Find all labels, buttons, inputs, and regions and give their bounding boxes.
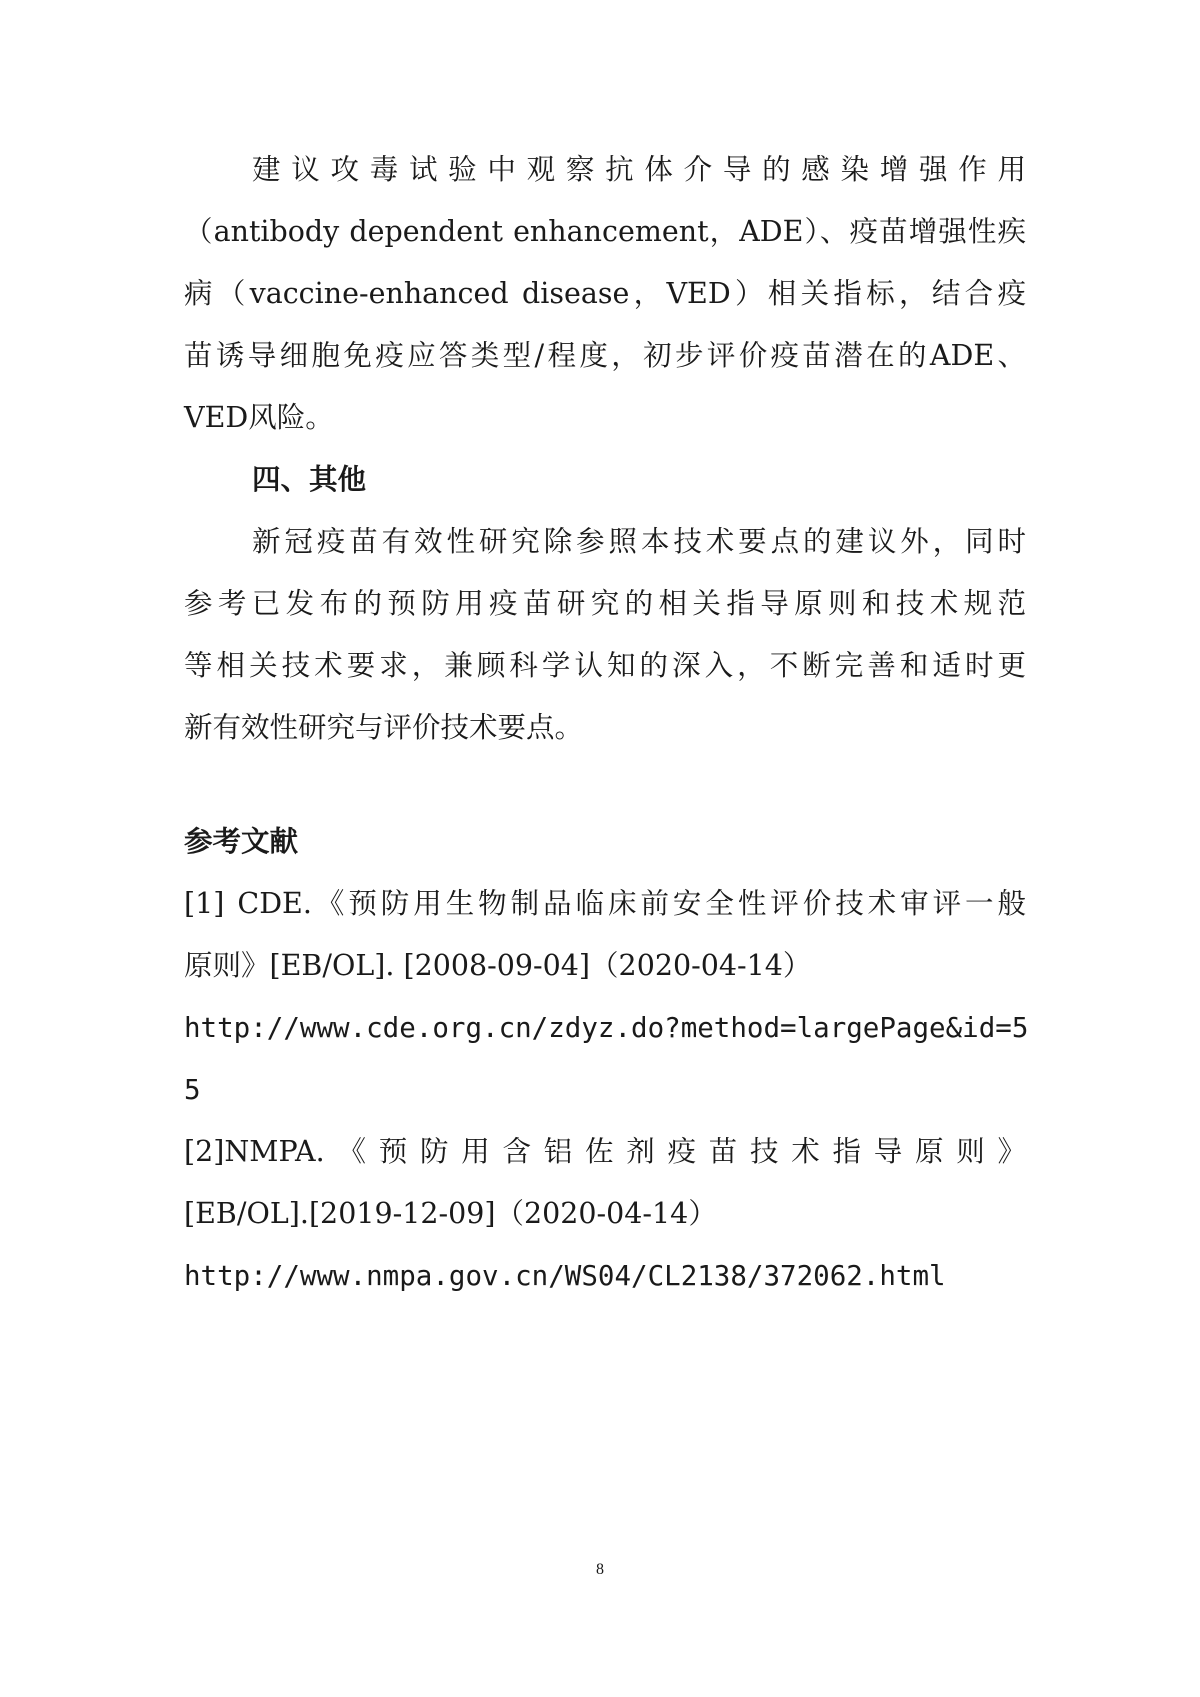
section-heading: 四、其他 (252, 463, 367, 496)
paragraph-line: 苗诱导细胞免疫应答类型/程度，初步评价疫苗潜在的ADE、 (184, 339, 1026, 372)
paragraph-line: 病（vaccine-enhanced disease，VED）相关指标，结合疫 (184, 277, 1026, 310)
reference-line: [1] CDE.《预防用生物制品临床前安全性评价技术审评一般 (184, 887, 1026, 920)
reference-line: [EB/OL].[2019-12-09]（2020-04-14） (184, 1197, 717, 1230)
paragraph-line: 建议攻毒试验中观察抗体介导的感染增强作用 (252, 153, 1026, 186)
paragraph-line: 新冠疫苗有效性研究除参照本技术要点的建议外，同时 (252, 525, 1026, 558)
paragraph-line: 参考已发布的预防用疫苗研究的相关指导原则和技术规范 (184, 587, 1026, 620)
reference-line: 5 (184, 1074, 201, 1106)
references-heading: 参考文献 (184, 825, 299, 858)
paragraph-line: 新有效性研究与评价技术要点。 (184, 711, 584, 744)
paragraph-line: VED风险。 (184, 401, 334, 434)
reference-line: [2]NMPA.《预防用含铝佐剂疫苗技术指导原则》 (184, 1135, 1026, 1168)
reference-url: http://www.nmpa.gov.cn/WS04/CL2138/372062.html (184, 1260, 946, 1292)
reference-url: http://www.cde.org.cn/zdyz.do?method=largePage&id=5 (184, 1012, 1029, 1044)
reference-line: 原则》[EB/OL]. [2008-09-04]（2020-04-14） (184, 949, 812, 982)
paragraph-line: 等相关技术要求，兼顾科学认知的深入，不断完善和适时更 (184, 649, 1026, 682)
paragraph-line: （antibody dependent enhancement，ADE）、疫苗增强性疾 (184, 215, 1026, 248)
page-number: 8 (596, 1561, 604, 1578)
